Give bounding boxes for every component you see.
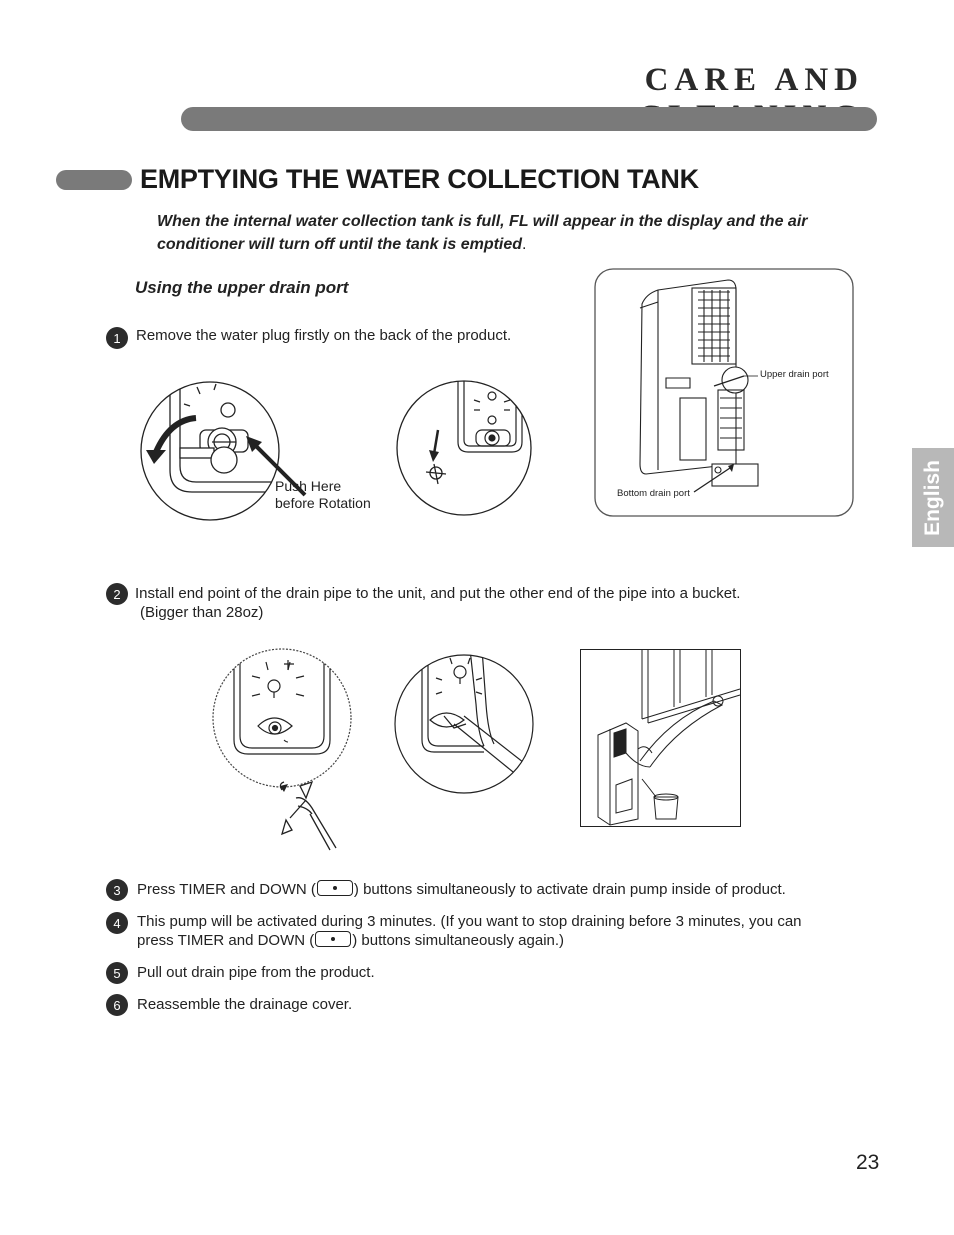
section-pill <box>56 170 132 190</box>
upper-drain-port-label: Upper drain port <box>760 369 829 380</box>
push-here-line-2: before Rotation <box>275 495 371 511</box>
step-1-number: 1 <box>106 327 128 349</box>
push-here-line-1: Push Here <box>275 478 342 494</box>
step-4-text <box>137 912 837 950</box>
language-tab <box>912 448 954 547</box>
section-title: EMPTYING THE WATER COLLECTION TANK <box>140 164 699 194</box>
subsection-title: Using the upper drain port <box>135 278 349 297</box>
step-4-line-1: This pump will be activated during 3 minutes. (If you want to stop draining before 3 minutes, you can <box>137 913 802 930</box>
plug-rotation-illustration <box>140 380 280 522</box>
step-2-line-2: (Bigger than 28oz) <box>140 604 264 621</box>
step-1-text: Remove the water plug firstly on the back of the product. <box>136 327 512 344</box>
step-3-number: 3 <box>106 879 128 901</box>
step-4-text-before: press TIMER and DOWN ( <box>137 932 315 949</box>
plug-removed-illustration <box>396 380 532 516</box>
intro-line-1: When the internal water collection tank is full, FL will appear in the display and the air <box>157 213 808 230</box>
step-6-text: Reassemble the drainage cover. <box>137 996 353 1013</box>
drain-connector-illustration <box>212 648 372 854</box>
push-here-callout <box>275 478 371 512</box>
step-3-text <box>137 880 786 899</box>
step-6-number: 6 <box>106 994 128 1016</box>
down-button-icon <box>315 931 351 947</box>
step-3-text-after: ) buttons simultaneously to activate drain pump inside of product. <box>353 881 786 898</box>
step-5-text: Pull out drain pipe from the product. <box>137 964 375 981</box>
title-bar <box>181 107 877 131</box>
step-2-text <box>135 584 835 622</box>
down-button-icon <box>317 880 353 896</box>
hose-to-bucket-illustration <box>580 649 742 828</box>
intro-end: . <box>522 236 527 253</box>
intro-paragraph <box>157 210 837 256</box>
chapter-title: CARE AND <box>644 62 864 98</box>
intro-line-2: conditioner will turn off until the tank is emptied <box>157 236 523 253</box>
step-5-number: 5 <box>106 962 128 984</box>
step-3-text-before: Press TIMER and DOWN ( <box>137 881 316 898</box>
hose-attached-illustration <box>394 654 534 794</box>
page-number: 23 <box>856 1151 880 1174</box>
step-2-number: 2 <box>106 583 128 605</box>
bottom-drain-port-label: Bottom drain port <box>617 488 690 499</box>
step-2-line-1: Install end point of the drain pipe to the unit, and put the other end of the pipe into a bucket. <box>135 585 741 602</box>
step-4-number: 4 <box>106 912 128 934</box>
step-4-text-after: ) buttons simultaneously again.) <box>352 932 565 949</box>
unit-rear-view-illustration <box>594 268 854 518</box>
language-tab-label: English <box>921 459 944 536</box>
